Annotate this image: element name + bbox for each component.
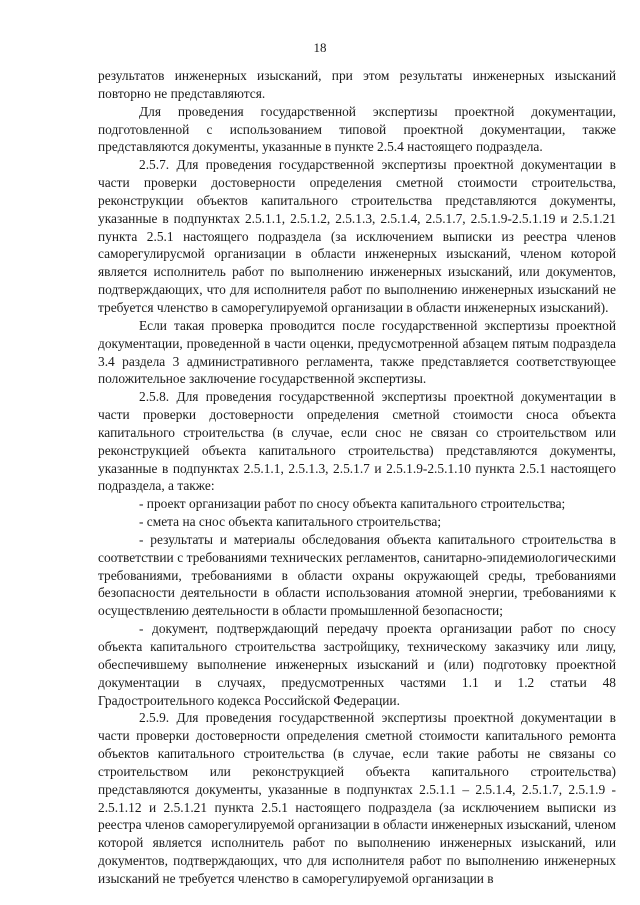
list-item: - проект организации работ по сносу объекта капитального строительства; bbox=[139, 496, 566, 512]
page-number: 18 bbox=[313, 40, 327, 55]
list-item: - результаты и материалы обследования объекта капитального строительства в соответствии с требованиями технических регламентов, санитарно-эпидемиологическими требованиями, требованиями в области охраны окружающей среды, требованиями безопасности деятельности в области использования атомной энергии, требованиями к осуществлению деятельности в области промышленной безопасности; bbox=[98, 531, 616, 619]
paragraph: Для проведения государственной экспертизы проектной документации, подготовленной с использованием типовой проектной документации, также представляются документы, указанные в пункте 2.5.4 настоящего подраздела. bbox=[98, 103, 616, 155]
document-body bbox=[98, 67, 616, 888]
paragraph: 2.5.8. Для проведения государственной экспертизы проектной документации в части проверки достоверности определения сметной стоимости сноса объекта капитального строительства (в случае, если снос не связан со строительством или реконструкцией объекта капитального строительства) представляются документы, указанные в подпунктах 2.5.1.1, 2.5.1.3, 2.5.1.7 и 2.5.1.9-2.5.1.10 пункта 2.5.1 настоящего подраздела, а также: bbox=[98, 389, 616, 494]
paragraph: 2.5.9. Для проведения государственной экспертизы проектной документации в части проверки достоверности определения сметной стоимости капитального ремонта объектов капитального строительства (в случае, если такие работы не связаны со строительством или реконструкцией объекта капитального строительства) представляются документы, указанные в подпунктах 2.5.1.1 – 2.5.1.4, 2.5.1.7, 2.5.1.9 - 2.5.1.12 и 2.5.1.21 пункта 2.5.1 настоящего подраздела (за исключением выписки из реестра членов саморегулируемой организации в области инженерных изысканий, членом которой является исполнитель работ по выполнению инженерных изысканий, или документов, подтверждающих, что для исполнителя работ по выполнению инженерных изысканий не требуется членство в саморегулируемой организации в bbox=[98, 710, 616, 886]
list-item: - документ, подтверждающий передачу проекта организации работ по сносу объекта капитального строительства застройщику, техническому заказчику или лицу, обеспечившему выполнение инженерных изысканий и (или) подготовку проектной документации в случаях, предусмотренных частями 1.1 и 1.2 статьи 48 Градостроительного кодекса Российской Федерации. bbox=[98, 621, 616, 708]
paragraph: результатов инженерных изысканий, при этом результаты инженерных изысканий повторно не представляются. bbox=[98, 68, 616, 101]
paragraph: Если такая проверка проводится после государственной экспертизы проектной документации, проведенной в части оценки, предусмотренной абзацем пятым подраздела 3.4 раздела 3 административного регламента, также представляется соответствующее положительное заключение государственной экспертизы. bbox=[98, 317, 616, 387]
paragraph: 2.5.7. Для проведения государственной экспертизы проектной документации в части проверки достоверности определения сметной стоимости строительства, реконструкции объектов капитального строительства представляются документы, указанные в подпунктах 2.5.1.1, 2.5.1.2, 2.5.1.3, 2.5.1.4, 2.5.1.7, 2.5.1.9-2.5.1.19 и 2.5.1.21 пункта 2.5.1 настоящего подраздела (за исключением выписки из реестра членов саморегулирусмой организации в области инженерных изысканий, членом которой является исполнитель работ по выполнению инженерных изысканий, или документов, подтверждающих, что для исполнителя работ по выполнению инженерных изысканий не требуется членство в саморегулируемой организации в области инженерных изысканий). bbox=[98, 157, 616, 315]
list-item: - смета на снос объекта капитального строительства; bbox=[139, 514, 442, 530]
